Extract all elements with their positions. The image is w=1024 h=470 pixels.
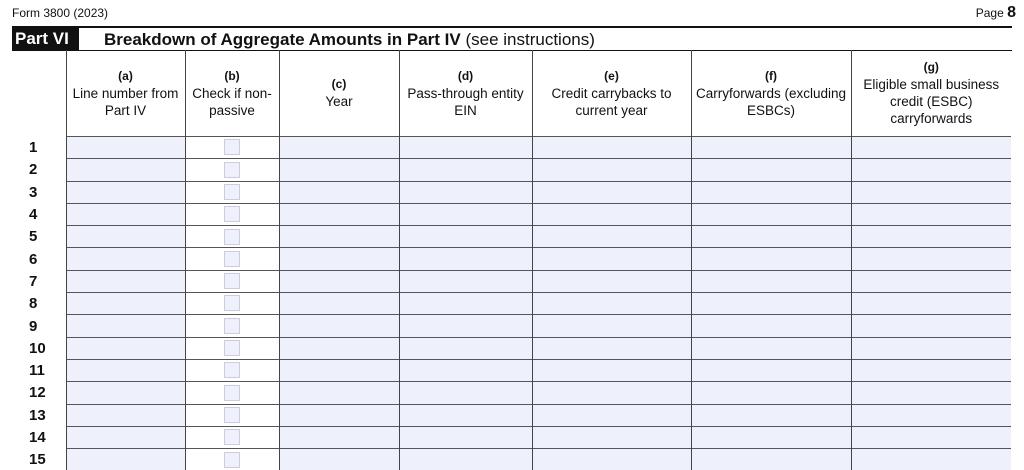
input-field-d[interactable] bbox=[399, 270, 532, 292]
input-field-g[interactable] bbox=[851, 404, 1011, 426]
input-field-c[interactable] bbox=[279, 404, 399, 426]
non-passive-cell bbox=[185, 382, 279, 404]
input-field-a[interactable] bbox=[66, 449, 185, 470]
column-label: Line number from Part IV bbox=[72, 85, 179, 118]
input-field-g[interactable] bbox=[851, 337, 1011, 359]
input-field-c[interactable] bbox=[279, 426, 399, 448]
non-passive-checkbox[interactable] bbox=[224, 407, 240, 423]
input-field-g[interactable] bbox=[851, 426, 1011, 448]
non-passive-cell bbox=[185, 203, 279, 225]
input-field-c[interactable] bbox=[279, 159, 399, 181]
non-passive-cell bbox=[185, 315, 279, 337]
column-header-c bbox=[279, 50, 399, 137]
input-field-c[interactable] bbox=[279, 315, 399, 337]
non-passive-cell bbox=[185, 248, 279, 270]
input-field-e[interactable] bbox=[532, 359, 691, 381]
non-passive-checkbox[interactable] bbox=[224, 295, 240, 311]
column-label: Check if non-passive bbox=[192, 85, 272, 118]
column-header-a bbox=[66, 50, 185, 137]
input-field-d[interactable] bbox=[399, 137, 532, 159]
input-field-g[interactable] bbox=[851, 270, 1011, 292]
input-field-a[interactable] bbox=[66, 203, 185, 225]
input-field-g[interactable] bbox=[851, 181, 1011, 203]
input-field-e[interactable] bbox=[532, 203, 691, 225]
column-letter: (g) bbox=[923, 60, 939, 74]
non-passive-checkbox[interactable] bbox=[224, 139, 240, 155]
column-letter: (e) bbox=[604, 68, 619, 83]
input-field-d[interactable] bbox=[399, 426, 532, 448]
non-passive-cell bbox=[185, 226, 279, 248]
column-label: Carryforwards (excluding ESBCs) bbox=[695, 85, 847, 118]
table-row bbox=[12, 226, 1011, 248]
input-field-a[interactable] bbox=[66, 159, 185, 181]
non-passive-cell bbox=[185, 404, 279, 426]
input-field-e[interactable] bbox=[532, 382, 691, 404]
column-letter: (c) bbox=[331, 77, 347, 91]
input-field-e[interactable] bbox=[532, 337, 691, 359]
row-number: 12 bbox=[12, 382, 66, 404]
input-field-f[interactable] bbox=[691, 226, 851, 248]
input-field-g[interactable] bbox=[851, 293, 1011, 315]
table-row bbox=[12, 159, 1011, 181]
input-field-a[interactable] bbox=[66, 315, 185, 337]
row-number: 2 bbox=[12, 159, 66, 181]
non-passive-checkbox[interactable] bbox=[224, 206, 240, 222]
input-field-f[interactable] bbox=[691, 248, 851, 270]
input-field-f[interactable] bbox=[691, 449, 851, 470]
input-field-d[interactable] bbox=[399, 203, 532, 225]
input-field-a[interactable] bbox=[66, 337, 185, 359]
input-field-d[interactable] bbox=[399, 293, 532, 315]
part-title bbox=[104, 29, 595, 51]
input-field-c[interactable] bbox=[279, 226, 399, 248]
input-field-a[interactable] bbox=[66, 359, 185, 381]
input-field-e[interactable] bbox=[532, 270, 691, 292]
row-number-header bbox=[12, 50, 66, 137]
input-field-e[interactable] bbox=[532, 248, 691, 270]
column-label: Credit carrybacks to current year bbox=[551, 85, 672, 118]
part-header bbox=[12, 26, 1012, 51]
input-field-e[interactable] bbox=[532, 137, 691, 159]
input-field-f[interactable] bbox=[691, 270, 851, 292]
input-field-c[interactable] bbox=[279, 382, 399, 404]
input-field-f[interactable] bbox=[691, 137, 851, 159]
form-id: Form 3800 (2023) bbox=[12, 6, 109, 20]
input-field-d[interactable] bbox=[399, 359, 532, 381]
column-header-f bbox=[691, 50, 851, 137]
input-field-e[interactable] bbox=[532, 426, 691, 448]
non-passive-cell bbox=[185, 137, 279, 159]
input-field-f[interactable] bbox=[691, 426, 851, 448]
non-passive-checkbox[interactable] bbox=[224, 385, 240, 401]
input-field-c[interactable] bbox=[279, 137, 399, 159]
page-value: 8 bbox=[1007, 4, 1016, 21]
non-passive-cell bbox=[185, 359, 279, 381]
input-field-f[interactable] bbox=[691, 293, 851, 315]
input-field-e[interactable] bbox=[532, 315, 691, 337]
input-field-g[interactable] bbox=[851, 359, 1011, 381]
input-field-d[interactable] bbox=[399, 404, 532, 426]
column-header-b bbox=[185, 50, 279, 137]
input-field-a[interactable] bbox=[66, 293, 185, 315]
row-number: 8 bbox=[12, 293, 66, 315]
part-note: (see instructions) bbox=[465, 30, 595, 49]
input-field-c[interactable] bbox=[279, 359, 399, 381]
input-field-e[interactable] bbox=[532, 181, 691, 203]
input-field-a[interactable] bbox=[66, 248, 185, 270]
input-field-a[interactable] bbox=[66, 382, 185, 404]
input-field-g[interactable] bbox=[851, 137, 1011, 159]
input-field-d[interactable] bbox=[399, 337, 532, 359]
non-passive-checkbox[interactable] bbox=[224, 452, 240, 468]
non-passive-cell bbox=[185, 159, 279, 181]
non-passive-checkbox[interactable] bbox=[224, 251, 240, 267]
input-field-f[interactable] bbox=[691, 315, 851, 337]
non-passive-cell bbox=[185, 449, 279, 470]
row-number: 7 bbox=[12, 270, 66, 292]
input-field-g[interactable] bbox=[851, 315, 1011, 337]
row-number: 9 bbox=[12, 315, 66, 337]
input-field-f[interactable] bbox=[691, 404, 851, 426]
page-label: Page bbox=[975, 6, 1004, 20]
input-field-c[interactable] bbox=[279, 293, 399, 315]
input-field-e[interactable] bbox=[532, 404, 691, 426]
input-field-e[interactable] bbox=[532, 226, 691, 248]
table-row bbox=[12, 315, 1011, 337]
input-field-e[interactable] bbox=[532, 449, 691, 470]
input-field-f[interactable] bbox=[691, 382, 851, 404]
non-passive-checkbox[interactable] bbox=[224, 340, 240, 356]
table-row bbox=[12, 248, 1011, 270]
input-field-d[interactable] bbox=[399, 181, 532, 203]
column-header-e bbox=[532, 50, 691, 137]
input-field-g[interactable] bbox=[851, 382, 1011, 404]
table-row bbox=[12, 404, 1011, 426]
non-passive-checkbox[interactable] bbox=[224, 162, 240, 178]
non-passive-checkbox[interactable] bbox=[224, 318, 240, 334]
non-passive-cell bbox=[185, 426, 279, 448]
non-passive-checkbox[interactable] bbox=[224, 229, 240, 245]
input-field-c[interactable] bbox=[279, 449, 399, 470]
input-field-a[interactable] bbox=[66, 226, 185, 248]
non-passive-checkbox[interactable] bbox=[224, 362, 240, 378]
input-field-d[interactable] bbox=[399, 449, 532, 470]
column-header-d bbox=[399, 50, 532, 137]
non-passive-cell bbox=[185, 293, 279, 315]
input-field-a[interactable] bbox=[66, 181, 185, 203]
input-field-c[interactable] bbox=[279, 181, 399, 203]
table-row bbox=[12, 181, 1011, 203]
table-row bbox=[12, 293, 1011, 315]
column-label: Eligible small business credit (ESBC) carryforwards bbox=[863, 77, 1000, 126]
row-number: 11 bbox=[12, 359, 66, 381]
row-number: 10 bbox=[12, 337, 66, 359]
input-field-f[interactable] bbox=[691, 359, 851, 381]
part-title-text: Breakdown of Aggregate Amounts in Part IV bbox=[104, 30, 461, 49]
column-label: Year bbox=[325, 94, 353, 109]
input-field-f[interactable] bbox=[691, 337, 851, 359]
input-field-d[interactable] bbox=[399, 248, 532, 270]
row-number: 1 bbox=[12, 137, 66, 159]
table-row bbox=[12, 449, 1011, 470]
input-field-f[interactable] bbox=[691, 181, 851, 203]
table-row bbox=[12, 359, 1011, 381]
input-field-f[interactable] bbox=[691, 159, 851, 181]
input-field-d[interactable] bbox=[399, 382, 532, 404]
input-field-d[interactable] bbox=[399, 226, 532, 248]
input-field-c[interactable] bbox=[279, 270, 399, 292]
table-row bbox=[12, 203, 1011, 225]
input-field-g[interactable] bbox=[851, 449, 1011, 470]
non-passive-checkbox[interactable] bbox=[224, 273, 240, 289]
input-field-a[interactable] bbox=[66, 137, 185, 159]
input-field-g[interactable] bbox=[851, 159, 1011, 181]
table-row bbox=[12, 426, 1011, 448]
column-letter: (b) bbox=[224, 68, 240, 83]
input-field-f[interactable] bbox=[691, 203, 851, 225]
row-number: 5 bbox=[12, 226, 66, 248]
input-field-a[interactable] bbox=[66, 270, 185, 292]
row-number: 14 bbox=[12, 426, 66, 448]
page-number bbox=[976, 4, 1016, 22]
part-label: Part VI bbox=[12, 28, 79, 50]
input-field-e[interactable] bbox=[532, 293, 691, 315]
row-number: 3 bbox=[12, 181, 66, 203]
row-number: 15 bbox=[12, 449, 66, 470]
input-field-c[interactable] bbox=[279, 248, 399, 270]
column-label: Pass-through entity EIN bbox=[407, 85, 524, 118]
input-field-a[interactable] bbox=[66, 426, 185, 448]
input-field-a[interactable] bbox=[66, 404, 185, 426]
row-number: 6 bbox=[12, 248, 66, 270]
non-passive-cell bbox=[185, 337, 279, 359]
column-letter: (f) bbox=[765, 68, 777, 83]
input-field-e[interactable] bbox=[532, 159, 691, 181]
row-number: 4 bbox=[12, 203, 66, 225]
non-passive-cell bbox=[185, 181, 279, 203]
input-field-c[interactable] bbox=[279, 337, 399, 359]
input-field-g[interactable] bbox=[851, 203, 1011, 225]
input-field-g[interactable] bbox=[851, 226, 1011, 248]
input-field-c[interactable] bbox=[279, 203, 399, 225]
input-field-d[interactable] bbox=[399, 159, 532, 181]
table-row bbox=[12, 137, 1011, 159]
table-row bbox=[12, 270, 1011, 292]
table-row bbox=[12, 382, 1011, 404]
non-passive-checkbox[interactable] bbox=[224, 184, 240, 200]
input-field-g[interactable] bbox=[851, 248, 1011, 270]
input-field-d[interactable] bbox=[399, 315, 532, 337]
breakdown-table bbox=[12, 50, 1011, 470]
non-passive-checkbox[interactable] bbox=[224, 429, 240, 445]
table-row bbox=[12, 337, 1011, 359]
column-header-g bbox=[851, 50, 1011, 137]
column-letter: (a) bbox=[118, 68, 133, 83]
non-passive-cell bbox=[185, 270, 279, 292]
column-letter: (d) bbox=[457, 68, 474, 83]
row-number: 13 bbox=[12, 404, 66, 426]
